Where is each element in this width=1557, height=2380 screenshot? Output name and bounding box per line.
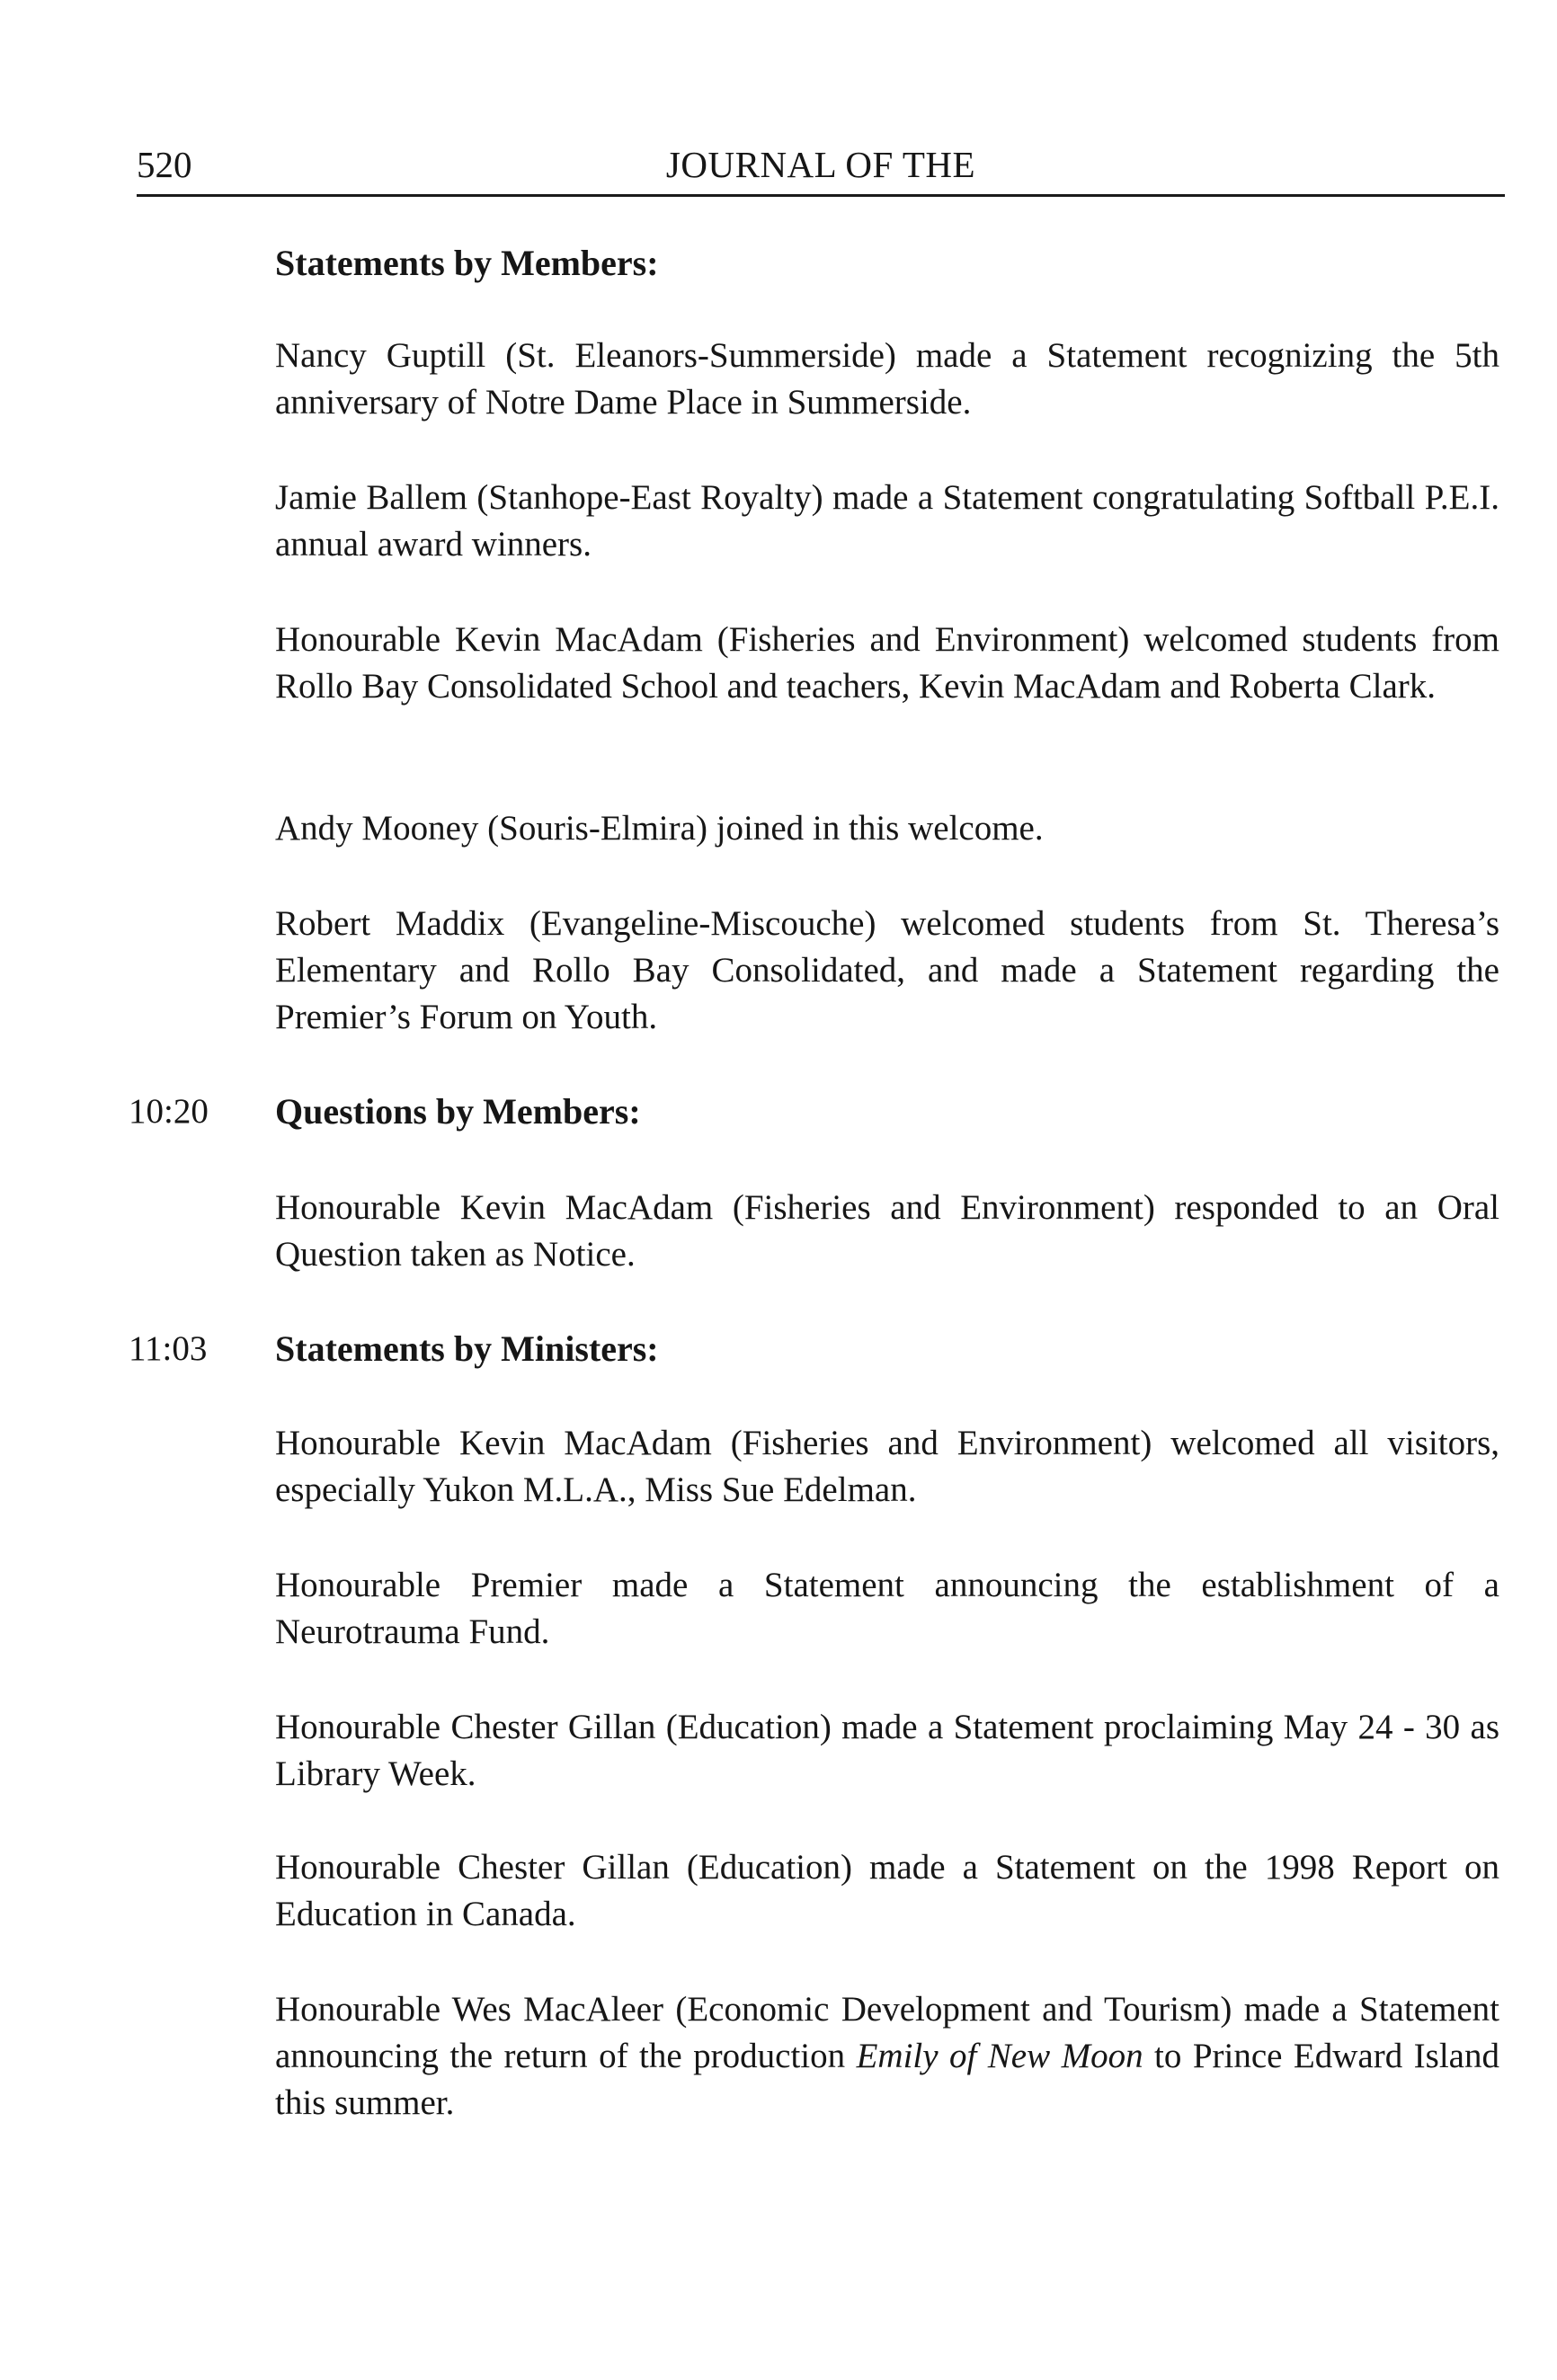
- time-stamp: 10:20: [129, 1092, 209, 1131]
- paragraph: Honourable Kevin MacAdam (Fisheries and Environment) welcomed all visitors, especially Yukon M.L.A., Miss Sue Edelman.: [275, 1424, 1499, 1509]
- paragraph: Andy Mooney (Souris-Elmira) joined in this welcome.: [275, 809, 1044, 848]
- paragraph: Jamie Ballem (Stanhope-East Royalty) made a Statement congratulating Softball P.E.I. annual award winners.: [275, 478, 1499, 564]
- paragraph: Honourable Chester Gillan (Education) made a Statement proclaiming May 24 - 30 as Library Week.: [275, 1708, 1499, 1793]
- header-rule: [137, 194, 1505, 197]
- paragraph: Honourable Kevin MacAdam (Fisheries and Environment) responded to an Oral Question taken as Notice.: [275, 1188, 1499, 1274]
- journal-title: JOURNAL OF THE: [665, 144, 976, 185]
- paragraph-text: Honourable Wes MacAleer (Economic Development and Tourism) made a Statement announcing the return of the production: [275, 1990, 1499, 2075]
- paragraph: [275, 1986, 1499, 2127]
- running-head: [137, 142, 1505, 198]
- section-heading-statements-by-members: Statements by Members:: [275, 243, 659, 283]
- production-title: Emily of New Moon: [856, 2037, 1143, 2075]
- paragraph: Nancy Guptill (St. Eleanors-Summerside) made a Statement recognizing the 5th anniversary of Notre Dame Place in Summerside.: [275, 336, 1499, 422]
- page-number: 520: [137, 144, 192, 185]
- section-heading-statements-by-ministers: Statements by Ministers:: [275, 1328, 659, 1369]
- section-heading-questions-by-members: Questions by Members:: [275, 1091, 641, 1132]
- paragraph: Honourable Premier made a Statement announcing the establishment of a Neurotrauma Fund.: [275, 1566, 1499, 1651]
- paragraph: Honourable Chester Gillan (Education) made a Statement on the 1998 Report on Education in Canada.: [275, 1848, 1499, 1933]
- time-stamp: 11:03: [129, 1329, 208, 1368]
- paragraph-text: to Prince Edward Island this summer.: [275, 2037, 1499, 2122]
- paragraph: Robert Maddix (Evangeline-Miscouche) welcomed students from St. Theresa’s Elementary and Rollo Bay Consolidated, and made a Statement regarding the Premier’s Forum on Youth.: [275, 904, 1499, 1036]
- paragraph: Honourable Kevin MacAdam (Fisheries and Environment) welcomed students from Rollo Bay Consolidated School and teachers, Kevin MacAdam and Roberta Clark.: [275, 620, 1499, 706]
